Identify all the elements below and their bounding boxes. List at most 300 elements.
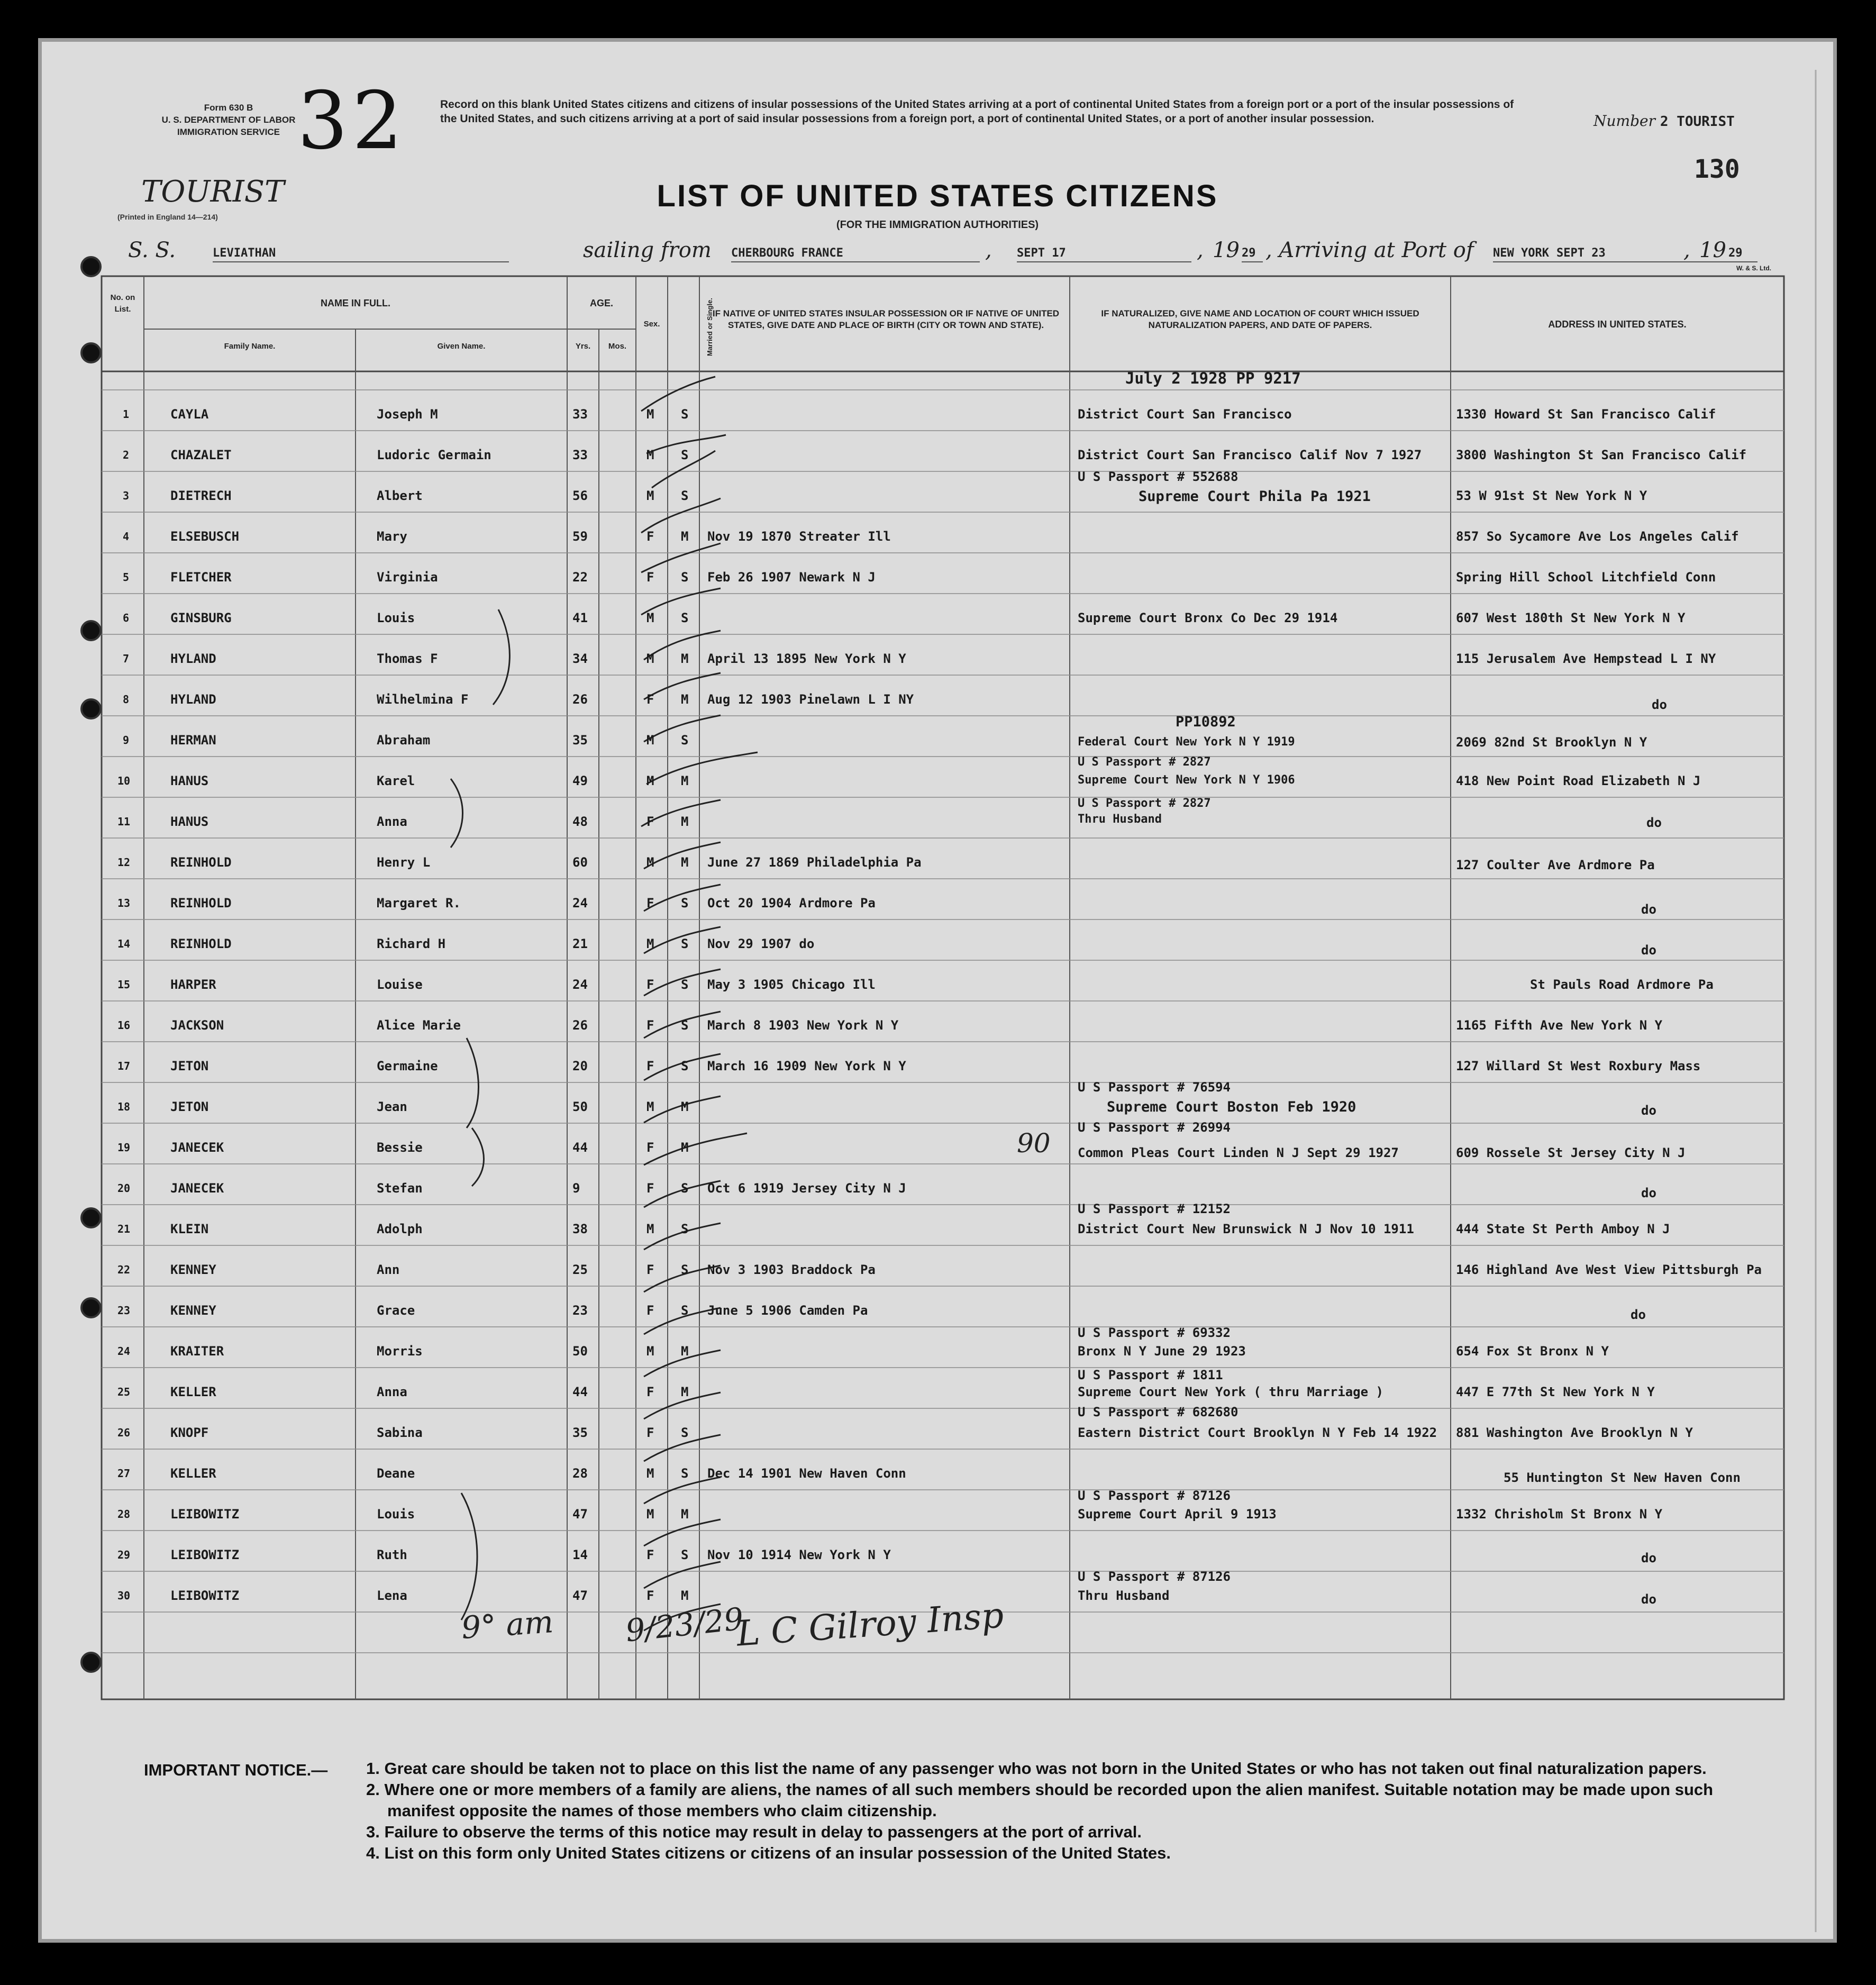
inspector-signature: L C Gilroy Insp: [735, 1595, 1005, 1654]
age-years: 38: [572, 1222, 588, 1236]
birth-info: June 5 1906 Camden Pa: [707, 1303, 868, 1318]
address: 3800 Washington St San Francisco Calif: [1456, 448, 1747, 462]
row-number: 2: [123, 449, 130, 461]
given-name: Ann: [377, 1262, 400, 1277]
marital-status: S: [681, 896, 689, 910]
given-name: Anna: [377, 1385, 407, 1399]
row-number: 28: [117, 1508, 131, 1520]
marital-status: S: [681, 1018, 689, 1033]
family-name: CAYLA: [170, 407, 209, 422]
sex: M: [646, 1507, 654, 1522]
marital-status: M: [681, 651, 689, 666]
row-number: 26: [117, 1426, 131, 1439]
given-name: Alice Marie: [377, 1018, 461, 1033]
address: 447 E 77th St New York N Y: [1456, 1385, 1655, 1399]
row-number: 9: [123, 734, 130, 746]
age-years: 35: [572, 1425, 588, 1440]
address: do: [1641, 902, 1656, 917]
margin-mark: 90: [1017, 1128, 1051, 1159]
family-name: HARPER: [170, 977, 216, 992]
given-name: Louis: [377, 611, 415, 625]
punch-hole: [80, 620, 102, 641]
marital-status: M: [681, 1140, 689, 1155]
sex: M: [646, 1344, 654, 1359]
notice-heading: IMPORTANT NOTICE.—: [144, 1761, 328, 1779]
birth-info: Nov 29 1907 do: [707, 936, 815, 951]
address: do: [1641, 943, 1656, 958]
notice-item: 4. List on this form only United States citizens or citizens of an insular possession of the United States.: [366, 1844, 1171, 1862]
given-name: Anna: [377, 814, 407, 829]
punch-hole: [80, 1297, 102, 1318]
sailing-label: sailing from: [583, 238, 712, 262]
departure-year: 29: [1242, 247, 1263, 262]
family-name: LEIBOWITZ: [170, 1588, 240, 1603]
age-years: 26: [572, 1018, 588, 1033]
sex: M: [646, 936, 654, 951]
form-line: U. S. DEPARTMENT OF LABOR: [161, 115, 296, 125]
family-name: KLEIN: [170, 1222, 209, 1236]
birth-info: June 27 1869 Philadelphia Pa: [707, 855, 922, 870]
age-years: 44: [572, 1140, 588, 1155]
punch-hole: [80, 1207, 102, 1228]
birth-info: Nov 19 1870 Streater Ill: [707, 529, 891, 544]
naturalization-court: Supreme Court New York N Y 1906: [1078, 773, 1295, 787]
address: 607 West 180th St New York N Y: [1456, 611, 1686, 625]
address: do: [1641, 1103, 1656, 1118]
given-name: Morris: [377, 1344, 423, 1359]
sex: F: [646, 570, 654, 585]
address: 1332 Chrisholm St Bronx N Y: [1456, 1507, 1663, 1522]
form-identifier: [133, 102, 324, 138]
marital-status: S: [681, 936, 689, 951]
sex: F: [646, 529, 654, 544]
marital-status: M: [681, 1099, 689, 1114]
age-years: 33: [572, 407, 588, 422]
family-name: HYLAND: [170, 651, 216, 666]
sex: F: [646, 692, 654, 707]
naturalization-court: District Court San Francisco: [1078, 407, 1292, 422]
given-name: Abraham: [377, 733, 431, 748]
family-name: LEIBOWITZ: [170, 1547, 240, 1562]
address: do: [1631, 1307, 1646, 1322]
address: do: [1641, 1592, 1656, 1607]
age-years: 25: [572, 1262, 588, 1277]
ss-label: S. S.: [128, 238, 176, 262]
family-name: REINHOLD: [170, 936, 232, 951]
form-line: Form 630 B: [204, 103, 253, 113]
row-number: 19: [117, 1141, 131, 1154]
family-name: JANECEK: [170, 1140, 224, 1155]
header-address: ADDRESS IN UNITED STATES.: [1548, 319, 1687, 330]
birth-info: Oct 6 1919 Jersey City N J: [707, 1181, 906, 1196]
row-number: 29: [117, 1549, 131, 1561]
family-name: KNOPF: [170, 1425, 209, 1440]
family-name: JETON: [170, 1059, 209, 1073]
marital-status: S: [681, 407, 689, 422]
birth-info: Dec 14 1901 New Haven Conn: [707, 1466, 906, 1481]
punch-hole: [80, 698, 102, 720]
handwritten-time: 9° am: [460, 1604, 555, 1646]
page-number: 130: [1694, 154, 1740, 184]
header-family-name: Family Name.: [224, 342, 276, 351]
row-number: 16: [117, 1019, 131, 1032]
header-married-single: Married or Single.: [706, 298, 714, 356]
address: 418 New Point Road Elizabeth N J: [1456, 773, 1701, 788]
given-name: Lena: [377, 1588, 407, 1603]
family-name: REINHOLD: [170, 855, 232, 870]
address: 609 Rossele St Jersey City N J: [1456, 1145, 1686, 1160]
given-name: Wilhelmina F: [377, 692, 469, 707]
naturalization-court: Thru Husband: [1078, 1588, 1170, 1603]
page-subtitle: (FOR THE IMMIGRATION AUTHORITIES): [836, 219, 1039, 231]
family-name: KRAITER: [170, 1344, 224, 1359]
sex: F: [646, 1018, 654, 1033]
marital-status: M: [681, 1507, 689, 1522]
address: 127 Willard St West Roxbury Mass: [1456, 1059, 1701, 1073]
naturalization-note: U S Passport # 87126: [1078, 1488, 1231, 1503]
address: 1330 Howard St San Francisco Calif: [1456, 407, 1716, 422]
sex: M: [646, 407, 654, 422]
marital-status: S: [681, 977, 689, 992]
notice-item: 3. Failure to observe the terms of this notice may result in delay to passengers at the port of arrival.: [366, 1823, 1142, 1841]
sex: F: [646, 1140, 654, 1155]
sex: M: [646, 1222, 654, 1236]
naturalization-court: Supreme Court April 9 1913: [1078, 1507, 1277, 1522]
punch-hole: [80, 256, 102, 277]
voyage-line-arrival: SEPT 23 , 19 29 W. & S. Ltd.: [1556, 238, 1771, 272]
given-name: Albert: [377, 488, 423, 503]
age-years: 47: [572, 1588, 588, 1603]
naturalization-court: Federal Court New York N Y 1919: [1078, 735, 1295, 749]
age-years: 14: [572, 1547, 588, 1562]
naturalization-note: U S Passport # 87126: [1078, 1569, 1231, 1584]
form-line: IMMIGRATION SERVICE: [177, 127, 280, 137]
family-name: CHAZALET: [170, 448, 232, 462]
naturalization-note: U S Passport # 2827: [1078, 755, 1211, 769]
header-years: Yrs.: [575, 342, 591, 351]
given-name: Louis: [377, 1507, 415, 1522]
naturalization-court: District Court San Francisco Calif Nov 7 1927: [1078, 448, 1422, 462]
sex: M: [646, 448, 654, 462]
arrival-year: 29: [1728, 247, 1750, 262]
marital-status: M: [681, 529, 689, 544]
sex: M: [646, 855, 654, 870]
ship-name: LEVIATHAN: [213, 247, 509, 262]
family-name: JETON: [170, 1099, 209, 1114]
address: do: [1652, 697, 1667, 712]
sex: M: [646, 1466, 654, 1481]
marital-status: S: [681, 611, 689, 625]
page-title: LIST OF UNITED STATES CITIZENS: [657, 179, 1218, 213]
row-number: 15: [117, 978, 131, 991]
marital-status: S: [681, 570, 689, 585]
handwritten-tourist: TOURIST: [141, 175, 285, 209]
header-birth: IF NATIVE OF UNITED STATES INSULAR POSSESSION OR IF NATIVE OF UNITED STATES, GIVE DATE AND PLACE OF BIRTH (CITY OR TOWN AND STATE).: [712, 308, 1060, 330]
naturalization-note: U S Passport # 76594: [1078, 1080, 1231, 1095]
family-name: HYLAND: [170, 692, 216, 707]
handwritten-date: 9/23/29: [624, 1600, 745, 1649]
handwritten-list-number: 32: [297, 75, 407, 167]
sex: F: [646, 1588, 654, 1603]
given-name: Germaine: [377, 1059, 438, 1073]
birth-info: Aug 12 1903 Pinelawn L I NY: [707, 692, 914, 707]
birth-info: Oct 20 1904 Ardmore Pa: [707, 896, 876, 910]
marital-status: S: [681, 1059, 689, 1073]
row-number: 12: [117, 856, 131, 869]
row-number: 18: [117, 1100, 131, 1113]
age-years: 56: [572, 488, 588, 503]
row-number: 3: [123, 489, 130, 502]
notice-item: 1. Great care should be taken not to place on this list the name of any passenger who was not born in the United States or who has not taken out final naturalization papers.: [366, 1759, 1707, 1778]
age-years: 33: [572, 448, 588, 462]
marital-status: M: [681, 1344, 689, 1359]
given-name: Louise: [377, 977, 423, 992]
given-name: Joseph M: [377, 407, 438, 422]
naturalization-court: Common Pleas Court Linden N J Sept 29 1927: [1078, 1145, 1399, 1160]
birth-info: Feb 26 1907 Newark N J: [707, 570, 876, 585]
row-number: 22: [117, 1263, 131, 1276]
given-name: Sabina: [377, 1425, 423, 1440]
address: do: [1641, 1551, 1656, 1565]
birth-info: Nov 10 1914 New York N Y: [707, 1547, 891, 1562]
sex: F: [646, 1425, 654, 1440]
naturalization-court: Supreme Court Boston Feb 1920: [1107, 1099, 1356, 1115]
naturalization-court: Eastern District Court Brooklyn N Y Feb 14 1922: [1078, 1425, 1437, 1440]
arrival-date: SEPT 23: [1556, 247, 1678, 262]
given-name: Grace: [377, 1303, 415, 1318]
family-name: HANUS: [170, 814, 209, 829]
age-years: 41: [572, 611, 588, 625]
row-number: 27: [117, 1467, 131, 1480]
address: 1165 Fifth Ave New York N Y: [1456, 1018, 1663, 1033]
address: 857 So Sycamore Ave Los Angeles Calif: [1456, 529, 1739, 544]
sex: M: [646, 773, 654, 788]
birth-info: April 13 1895 New York N Y: [707, 651, 906, 666]
family-name: JACKSON: [170, 1018, 224, 1033]
family-name: KENNEY: [170, 1303, 216, 1318]
naturalization-court: Bronx N Y June 29 1923: [1078, 1344, 1246, 1359]
birth-info: Nov 3 1903 Braddock Pa: [707, 1262, 876, 1277]
sex: F: [646, 814, 654, 829]
naturalization-note: U S Passport # 2827: [1078, 797, 1211, 810]
sex: F: [646, 1262, 654, 1277]
given-name: Richard H: [377, 936, 446, 951]
age-years: 24: [572, 977, 588, 992]
sex: M: [646, 488, 654, 503]
row-number: 1: [123, 408, 130, 421]
family-name: KENNEY: [170, 1262, 216, 1277]
marital-status: S: [681, 733, 689, 748]
age-years: 44: [572, 1385, 588, 1399]
age-years: 60: [572, 855, 588, 870]
punch-hole: [80, 1652, 102, 1673]
header-naturalized: IF NATURALIZED, GIVE NAME AND LOCATION OF COURT WHICH ISSUED NATURALIZATION PAPERS, AND DATE OF PAPERS.: [1101, 308, 1419, 330]
address: 115 Jerusalem Ave Hempstead L I NY: [1456, 651, 1716, 666]
row-number: 21: [117, 1223, 131, 1235]
naturalization-note: U S Passport # 682680: [1078, 1405, 1238, 1419]
age-years: 34: [572, 651, 588, 666]
birth-info: May 3 1905 Chicago Ill: [707, 977, 876, 992]
marital-status: M: [681, 773, 689, 788]
age-years: 26: [572, 692, 588, 707]
address: 654 Fox St Bronx N Y: [1456, 1344, 1609, 1359]
address: 127 Coulter Ave Ardmore Pa: [1456, 858, 1655, 872]
family-name: HANUS: [170, 773, 209, 788]
given-name: Margaret R.: [377, 896, 461, 910]
header-months: Mos.: [608, 342, 627, 351]
naturalization-court: Supreme Court Phila Pa 1921: [1139, 488, 1371, 505]
marital-status: M: [681, 1385, 689, 1399]
marital-status: S: [681, 1425, 689, 1440]
age-years: 20: [572, 1059, 588, 1073]
family-name: FLETCHER: [170, 570, 232, 585]
birth-info: March 8 1903 New York N Y: [707, 1018, 899, 1033]
age-years: 49: [572, 773, 588, 788]
family-name: JANECEK: [170, 1181, 224, 1196]
address: 444 State St Perth Amboy N J: [1456, 1222, 1670, 1236]
age-years: 47: [572, 1507, 588, 1522]
manifest-sheet: [38, 38, 1837, 1943]
age-years: 35: [572, 733, 588, 748]
list-number: [1593, 112, 1735, 130]
address: 146 Highland Ave West View Pittsburgh Pa: [1456, 1262, 1762, 1277]
family-name: ELSEBUSCH: [170, 529, 240, 544]
departure-date: SEPT 17: [1017, 247, 1191, 262]
age-years: 59: [572, 529, 588, 544]
row-number: 14: [117, 937, 131, 950]
marital-status: S: [681, 1181, 689, 1196]
age-years: 24: [572, 896, 588, 910]
row-number: 10: [117, 775, 131, 787]
row-number: 23: [117, 1304, 131, 1317]
header-age: AGE.: [589, 298, 613, 308]
given-name: Thomas F: [377, 651, 438, 666]
address: Spring Hill School Litchfield Conn: [1456, 570, 1716, 585]
punch-hole: [80, 342, 102, 363]
row-number: 13: [117, 897, 131, 909]
arrival-port: NEW YORK: [1493, 247, 1757, 262]
naturalization-court: Supreme Court New York ( thru Marriage ): [1078, 1385, 1383, 1399]
address: 53 W 91st St New York N Y: [1456, 488, 1647, 503]
marital-status: S: [681, 1303, 689, 1318]
notice-items: [366, 1758, 1784, 1864]
naturalization-note: U S Passport # 552688: [1078, 469, 1238, 484]
header-sex: Sex.: [643, 320, 660, 329]
row-number: 5: [123, 571, 130, 584]
given-name: Bessie: [377, 1140, 423, 1155]
birth-info: March 16 1909 New York N Y: [707, 1059, 906, 1073]
sex: F: [646, 1547, 654, 1562]
row-number: 24: [117, 1345, 131, 1358]
printed-note: (Printed in England 14—214): [117, 213, 218, 221]
address: St Pauls Road Ardmore Pa: [1530, 977, 1714, 992]
marital-status: S: [681, 448, 689, 462]
notice-item: 2. Where one or more members of a family are aliens, the names of all such members should be recorded upon the alien manifest. Suitable notation may be made upon such manifest opposite the names of those members who claim citizenship.: [366, 1780, 1714, 1820]
departure-port: CHERBOURG FRANCE: [731, 247, 980, 262]
age-years: 21: [572, 936, 588, 951]
given-name: Ruth: [377, 1547, 407, 1562]
naturalization-note: U S Passport # 26994: [1078, 1120, 1231, 1135]
marital-status: S: [681, 1222, 689, 1236]
year-prefix: 19: [1213, 238, 1240, 262]
family-name: LEIBOWITZ: [170, 1507, 240, 1522]
naturalization-court: Thru Husband: [1078, 813, 1162, 826]
age-years: 50: [572, 1099, 588, 1114]
marital-status: M: [681, 855, 689, 870]
age-years: 23: [572, 1303, 588, 1318]
row-number: 17: [117, 1060, 131, 1072]
row-number: 6: [123, 612, 130, 624]
naturalization-note: U S Passport # 12152: [1078, 1201, 1231, 1216]
given-name: Mary: [377, 529, 407, 544]
marital-status: M: [681, 1588, 689, 1603]
row-number: 30: [117, 1589, 131, 1602]
address: 2069 82nd St Brooklyn N Y: [1456, 735, 1647, 750]
row-number: 4: [123, 530, 130, 543]
given-name: Karel: [377, 773, 415, 788]
given-name: Jean: [377, 1099, 407, 1114]
sex: F: [646, 1385, 654, 1399]
address: 881 Washington Ave Brooklyn N Y: [1456, 1425, 1693, 1440]
naturalization-note: PP10892: [1176, 714, 1236, 730]
arriving-label: , Arriving at Port of: [1265, 238, 1474, 262]
row-number: 20: [117, 1182, 131, 1195]
family-name: KELLER: [170, 1466, 216, 1481]
header-no: No. on List.: [110, 293, 135, 314]
sex: M: [646, 1099, 654, 1114]
sex: F: [646, 896, 654, 910]
age-years: 9: [572, 1181, 580, 1196]
marital-status: M: [681, 814, 689, 829]
row-number: 8: [123, 693, 130, 706]
family-name: REINHOLD: [170, 896, 232, 910]
naturalization-note: July 2 1928 PP 9217: [1125, 369, 1301, 387]
row-number: 25: [117, 1386, 131, 1398]
address: do: [1646, 815, 1662, 830]
naturalization-note: U S Passport # 1811: [1078, 1368, 1223, 1382]
sex: M: [646, 733, 654, 748]
family-name: KELLER: [170, 1385, 216, 1399]
address: 55 Huntington St New Haven Conn: [1504, 1470, 1741, 1485]
family-name: DIETRECH: [170, 488, 232, 503]
marital-status: S: [681, 1466, 689, 1481]
sex: F: [646, 977, 654, 992]
age-years: 28: [572, 1466, 588, 1481]
naturalization-court: Supreme Court Bronx Co Dec 29 1914: [1078, 611, 1338, 625]
given-name: Henry L: [377, 855, 431, 870]
marital-status: M: [681, 692, 689, 707]
naturalization-note: U S Passport # 69332: [1078, 1325, 1231, 1340]
voyage-line: S. S. LEVIATHAN sailing from CHERBOURG FRANCE , SEPT 17 , 19 29 , Arriving at Port of NEW YORK: [128, 238, 1795, 270]
row-number: 11: [117, 815, 131, 828]
sex: M: [646, 651, 654, 666]
sex: F: [646, 1059, 654, 1073]
sex: F: [646, 1303, 654, 1318]
sex: F: [646, 1181, 654, 1196]
age-years: 50: [572, 1344, 588, 1359]
family-name: HERMAN: [170, 733, 216, 748]
given-name: Deane: [377, 1466, 415, 1481]
row-number: 7: [123, 652, 130, 665]
arrival-year-prefix: 19: [1699, 238, 1726, 262]
sex: M: [646, 611, 654, 625]
naturalization-court: District Court New Brunswick N J Nov 10 1911: [1078, 1222, 1414, 1236]
given-name: Adolph: [377, 1222, 423, 1236]
marital-status: S: [681, 1262, 689, 1277]
header-name-in-full: NAME IN FULL.: [321, 298, 390, 308]
intro-text: Record on this blank United States citizens and citizens of insular possessions of the United States arriving at a port of continental United States from a foreign port or a port of the insular possessions of the United States, and such citizens arriving at a port of said insular possessions from a foreign port, a port of continental United States, or a port of another insular possession.: [440, 98, 1514, 125]
given-name: Virginia: [377, 570, 438, 585]
